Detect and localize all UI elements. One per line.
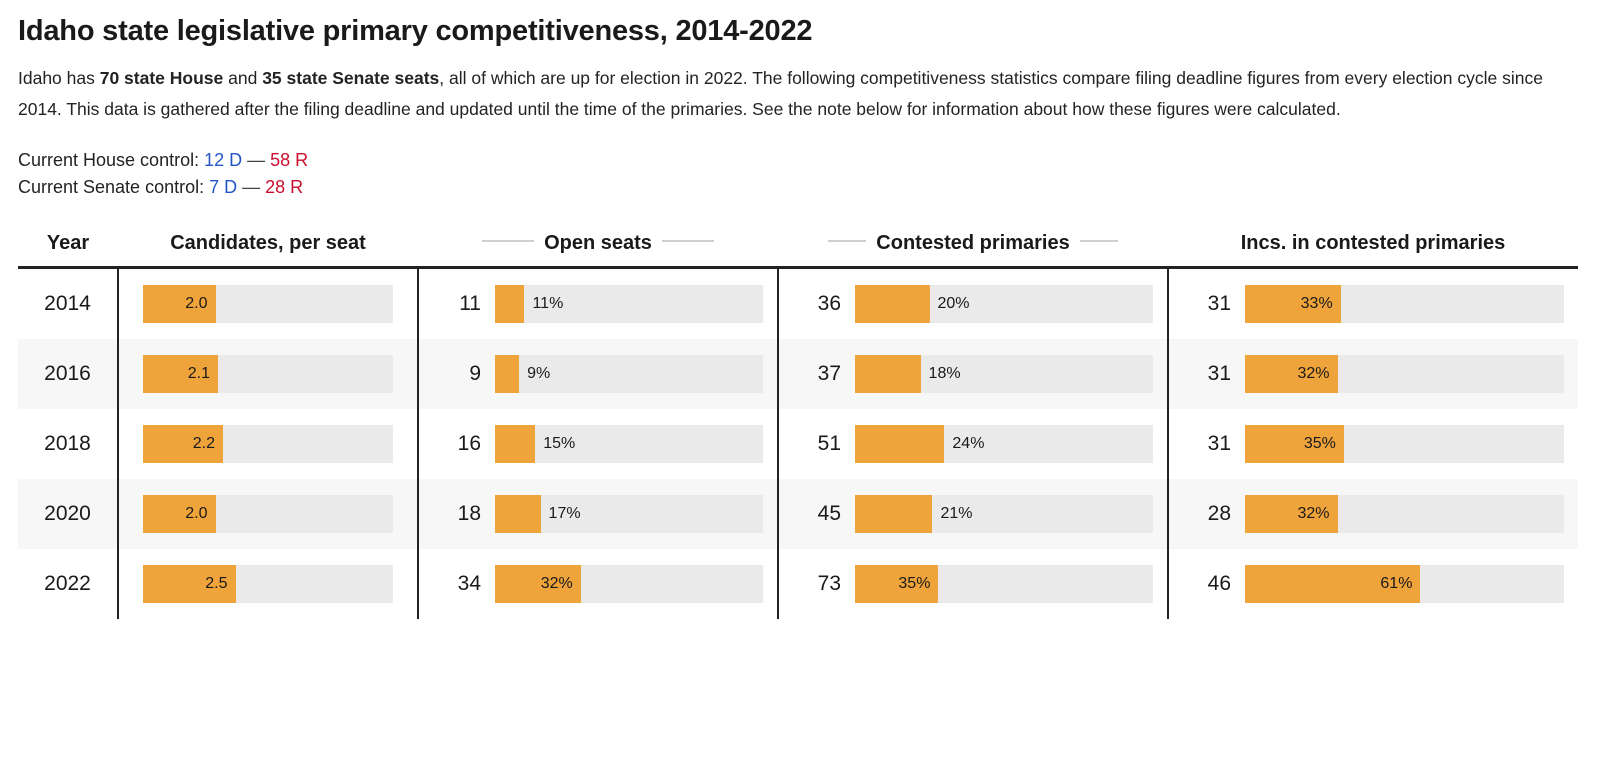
contested-count: 37 xyxy=(817,362,841,386)
cell-contested xyxy=(778,479,1168,549)
bar-label-candidates: 2.0 xyxy=(185,505,208,523)
bar-fill-contested xyxy=(855,425,944,463)
bar-label-open-seats: 11% xyxy=(532,295,564,313)
senate-control-label: Current Senate control: xyxy=(18,177,210,198)
bar-label-contested: 24% xyxy=(952,435,985,453)
cell-candidates xyxy=(118,409,418,479)
header-rule-right xyxy=(1080,240,1118,242)
bar-track-contested xyxy=(855,285,1153,323)
contested-count: 45 xyxy=(817,502,841,526)
bar-fill-incumbents xyxy=(1245,425,1344,463)
chamber-control-summary xyxy=(18,147,1582,201)
table-header xyxy=(18,231,1578,268)
house-republican-count: 58 R xyxy=(270,150,309,171)
intro-part-3: , all of which are up for election in 2022. The following competitiveness statistics compare filing deadline figures from every election cycle since 2014. This data is gathered after the filing deadline and updated until the time of the primaries. See the note below for information about how these figures were calculated. xyxy=(18,67,1543,119)
bar-label-candidates: 2.0 xyxy=(185,295,208,313)
cell-incumbents xyxy=(1168,268,1578,340)
intro-bold-house: 70 state House xyxy=(99,67,224,88)
bar-fill-open-seats xyxy=(495,285,524,323)
cell-open-seats xyxy=(418,549,778,619)
bar-label-candidates: 2.1 xyxy=(187,365,210,383)
bar-track-candidates xyxy=(143,355,393,393)
bar-label-contested: 21% xyxy=(940,505,973,523)
row-year: 2014 xyxy=(18,268,118,340)
row-year: 2016 xyxy=(18,339,118,409)
bar-track-candidates xyxy=(143,495,393,533)
intro-paragraph xyxy=(18,63,1563,125)
row-year: 2020 xyxy=(18,479,118,549)
incumbents-count: 31 xyxy=(1207,292,1231,316)
cell-incumbents xyxy=(1168,409,1578,479)
contested-count: 51 xyxy=(817,432,841,456)
cell-candidates xyxy=(118,339,418,409)
bar-fill-candidates xyxy=(143,565,236,603)
intro-bold-senate: 35 state Senate seats xyxy=(262,67,440,88)
bar-label-open-seats: 9% xyxy=(527,365,551,383)
header-rule-left xyxy=(482,240,534,242)
cell-contested xyxy=(778,409,1168,479)
senate-democrat-count: 7 D xyxy=(209,177,238,198)
cell-incumbents xyxy=(1168,549,1578,619)
bar-track-contested xyxy=(855,425,1153,463)
open-seats-count: 16 xyxy=(457,432,481,456)
open-seats-count: 9 xyxy=(469,362,481,386)
bar-fill-candidates xyxy=(143,495,216,533)
bar-fill-candidates xyxy=(143,355,218,393)
bar-track-incumbents xyxy=(1245,565,1564,603)
bar-label-open-seats: 17% xyxy=(548,505,581,523)
bar-label-contested: 18% xyxy=(928,365,961,383)
intro-part-2: and xyxy=(223,67,263,88)
bar-fill-contested xyxy=(855,495,932,533)
house-democrat-count: 12 D xyxy=(204,150,243,171)
bar-fill-open-seats xyxy=(495,495,541,533)
bar-track-open-seats xyxy=(495,425,763,463)
cell-candidates xyxy=(118,479,418,549)
incumbents-count: 31 xyxy=(1207,362,1231,386)
cell-contested xyxy=(778,339,1168,409)
incumbents-count: 31 xyxy=(1207,432,1231,456)
bar-fill-incumbents xyxy=(1245,495,1338,533)
house-control-line xyxy=(18,147,1582,174)
bar-track-contested xyxy=(855,565,1153,603)
header-rule-left xyxy=(828,240,866,242)
cell-open-seats xyxy=(418,339,778,409)
bar-label-incumbents: 32% xyxy=(1297,365,1330,383)
contested-count: 36 xyxy=(817,292,841,316)
bar-track-incumbents xyxy=(1245,355,1564,393)
cell-open-seats xyxy=(418,268,778,340)
bar-label-incumbents: 33% xyxy=(1300,295,1333,313)
table-row xyxy=(18,268,1578,340)
table-row xyxy=(18,479,1578,549)
bar-label-incumbents: 35% xyxy=(1303,435,1336,453)
intro-part-1: Idaho has xyxy=(18,67,100,88)
bar-fill-incumbents xyxy=(1245,355,1338,393)
bar-fill-contested xyxy=(855,355,921,393)
open-seats-count: 34 xyxy=(457,572,481,596)
house-control-label: Current House control: xyxy=(18,150,205,171)
page-title: Idaho state legislative primary competitiveness, 2014-2022 xyxy=(18,15,813,47)
column-header-contested-label: Contested primaries xyxy=(876,232,1070,255)
bar-fill-open-seats xyxy=(495,425,535,463)
table-body xyxy=(18,268,1578,620)
cell-incumbents xyxy=(1168,339,1578,409)
incumbents-count: 46 xyxy=(1207,572,1231,596)
bar-fill-candidates xyxy=(143,425,223,463)
house-dash: — xyxy=(242,150,271,171)
cell-incumbents xyxy=(1168,479,1578,549)
cell-candidates xyxy=(118,549,418,619)
bar-track-contested xyxy=(855,355,1153,393)
bar-track-candidates xyxy=(143,285,393,323)
bar-track-open-seats xyxy=(495,285,763,323)
cell-open-seats xyxy=(418,409,778,479)
column-header-year: Year xyxy=(46,232,90,255)
bar-fill-candidates xyxy=(143,285,216,323)
bar-track-candidates xyxy=(143,425,393,463)
bar-track-contested xyxy=(855,495,1153,533)
bar-track-incumbents xyxy=(1245,425,1564,463)
bar-track-incumbents xyxy=(1245,495,1564,533)
competitiveness-table xyxy=(18,231,1578,619)
bar-label-contested: 35% xyxy=(898,575,931,593)
senate-republican-count: 28 R xyxy=(265,177,304,198)
bar-fill-incumbents xyxy=(1245,565,1420,603)
bar-label-contested: 20% xyxy=(937,295,970,313)
bar-fill-open-seats xyxy=(495,355,519,393)
bar-label-open-seats: 15% xyxy=(543,435,576,453)
incumbents-count: 28 xyxy=(1207,502,1231,526)
column-header-open-seats-label: Open seats xyxy=(544,232,652,255)
column-header-incumbents: Incs. in contested primaries xyxy=(1240,232,1506,255)
senate-dash: — xyxy=(237,177,266,198)
bar-label-open-seats: 32% xyxy=(540,575,573,593)
header-rule-right xyxy=(662,240,714,242)
row-year: 2018 xyxy=(18,409,118,479)
bar-track-candidates xyxy=(143,565,393,603)
column-header-candidates: Candidates, per seat xyxy=(170,232,366,255)
contested-count: 73 xyxy=(817,572,841,596)
table-row xyxy=(18,549,1578,619)
bar-label-incumbents: 32% xyxy=(1297,505,1330,523)
cell-candidates xyxy=(118,268,418,340)
bar-track-open-seats xyxy=(495,355,763,393)
bar-track-open-seats xyxy=(495,495,763,533)
bar-track-incumbents xyxy=(1245,285,1564,323)
bar-label-candidates: 2.2 xyxy=(192,435,215,453)
column-header-contested xyxy=(778,231,1168,268)
table-row xyxy=(18,339,1578,409)
bar-label-incumbents: 61% xyxy=(1380,575,1413,593)
open-seats-count: 18 xyxy=(457,502,481,526)
cell-open-seats xyxy=(418,479,778,549)
bar-track-open-seats xyxy=(495,565,763,603)
column-header-open-seats xyxy=(418,231,778,268)
cell-contested xyxy=(778,268,1168,340)
bar-fill-incumbents xyxy=(1245,285,1341,323)
bar-label-candidates: 2.5 xyxy=(205,575,228,593)
bar-fill-contested xyxy=(855,285,930,323)
row-year: 2022 xyxy=(18,549,118,619)
senate-control-line xyxy=(18,174,1582,201)
cell-contested xyxy=(778,549,1168,619)
bar-fill-contested xyxy=(855,565,938,603)
open-seats-count: 11 xyxy=(459,292,481,316)
bar-fill-open-seats xyxy=(495,565,581,603)
table-row xyxy=(18,409,1578,479)
